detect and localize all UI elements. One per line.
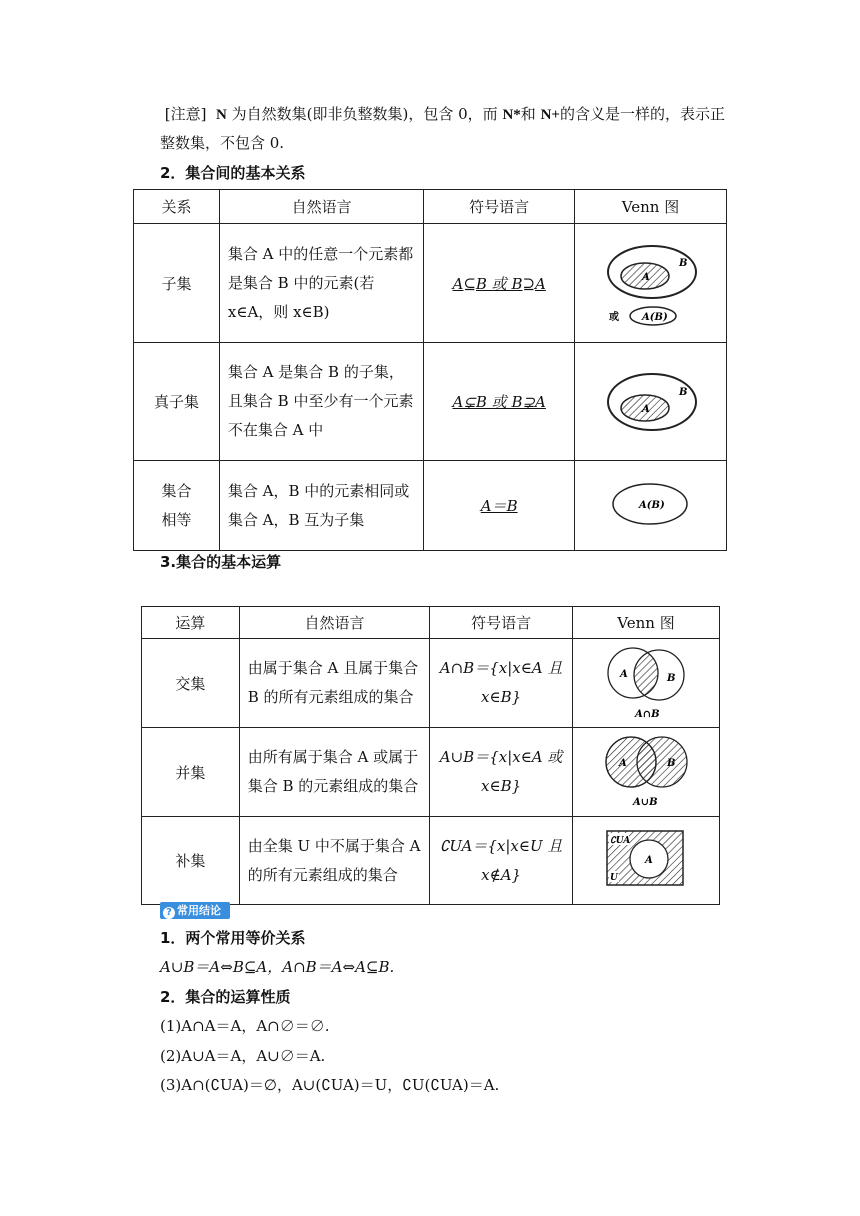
conclusions-tag-label: 常用结论: [177, 904, 221, 917]
header-relation: 关系: [134, 190, 220, 224]
label-a: A: [619, 669, 628, 680]
label-ab: A(B): [639, 499, 666, 511]
item1-heading: 1．两个常用等价关系: [160, 929, 306, 947]
table-row: [142, 728, 720, 817]
label-ab-small: A(B): [642, 312, 669, 323]
label-a: A: [642, 403, 651, 415]
op-cell: 交集: [142, 639, 240, 728]
property-line-1: (1)A∩A＝A，A∩∅＝∅.: [160, 1017, 330, 1035]
header-symbol: 符号语言: [424, 190, 575, 224]
set-b-circle: [637, 737, 687, 787]
property-line-3: (3)A∩(∁UA)＝∅，A∪(∁UA)＝U，∁U(∁UA)＝A.: [160, 1076, 500, 1094]
question-icon: ?: [163, 907, 175, 919]
label-or: 或: [609, 312, 620, 323]
note-nplus: N+: [540, 107, 560, 123]
header-venn: Venn 图: [572, 607, 719, 639]
conclusions-tag: [160, 902, 230, 919]
label-b: B: [679, 386, 688, 398]
table-row: [134, 224, 727, 343]
header-natural: 自然语言: [239, 607, 429, 639]
venn-subset-diagram: [575, 226, 725, 336]
header-natural: 自然语言: [219, 190, 423, 224]
natural-cell: 集合 A 是集合 B 的子集，且集合 B 中至少有一个元素不在集合 A 中: [219, 343, 423, 461]
natural-cell: 由所有属于集合 A 或属于集合 B 的元素组成的集合: [239, 728, 429, 817]
symbol-cell: A⊆B 或 B⊇A: [424, 224, 575, 343]
note-text3: 的含义是一样的，表示正整数集，不包含 0.: [160, 105, 725, 152]
venn-proper-subset-cell: [574, 343, 726, 461]
label-u: U: [609, 872, 618, 883]
label-b: B: [666, 673, 676, 684]
table-header-row: [142, 607, 720, 639]
caption: A∩B: [634, 709, 660, 720]
label-a: A: [644, 854, 653, 866]
table-header-row: [134, 190, 727, 224]
item2-heading: 2．集合的运算性质: [160, 988, 291, 1006]
note-text1: 为自然数集(即非负整数集)，包含 0，而: [226, 105, 503, 123]
note-text2: 和: [520, 105, 541, 123]
relation-cell: 子集: [134, 224, 220, 343]
note-label: [注意]: [164, 105, 207, 123]
natural-cell: 由属于集合 A 且属于集合 B 的所有元素组成的集合: [239, 639, 429, 728]
caption: A∪B: [632, 797, 658, 808]
relations-table: [133, 189, 727, 551]
venn-equal-diagram: [575, 464, 725, 544]
symbol-cell: ∁UA＝{x|x∈U 且 x∉A}: [430, 817, 573, 905]
symbol-cell: A＝B: [424, 461, 575, 551]
header-venn: Venn 图: [574, 190, 726, 224]
header-symbol: 符号语言: [430, 607, 573, 639]
symbol-cell: A∪B＝{x|x∈A 或 x∈B}: [430, 728, 573, 817]
natural-cell: 集合 A，B 中的元素相同或集合 A，B 互为子集: [219, 461, 423, 551]
venn-subset-cell: [574, 224, 726, 343]
operations-table: [141, 606, 720, 905]
label-cua: ∁UA: [609, 835, 631, 846]
relation-cell: 集合相等: [134, 461, 220, 551]
note-n: N: [216, 107, 227, 123]
label-a: A: [642, 272, 651, 283]
item1-text: A∪B＝A⇔B⊆A，A∩B＝A⇔A⊆B.: [160, 958, 395, 976]
table-row: [134, 461, 727, 551]
venn-complement-cell: [572, 817, 719, 905]
table-row: [142, 639, 720, 728]
natural-cell: 由全集 U 中不属于集合 A 的所有元素组成的集合: [239, 817, 429, 905]
op-cell: 补集: [142, 817, 240, 905]
label-b: B: [679, 258, 688, 269]
table-row: [134, 343, 727, 461]
symbol-cell: A⊊B 或 B⊋A: [424, 343, 575, 461]
venn-proper-subset-diagram: [575, 350, 725, 450]
venn-intersection-diagram: [573, 639, 719, 723]
op-cell: 并集: [142, 728, 240, 817]
property-line-2: (2)A∪A＝A，A∪∅＝A.: [160, 1047, 326, 1065]
note-paragraph: [160, 100, 735, 157]
note-nstar: N*: [502, 107, 521, 123]
label-a: A: [618, 758, 627, 769]
venn-equal-cell: [574, 461, 726, 551]
relation-cell: 真子集: [134, 343, 220, 461]
section2-heading: 2．集合间的基本关系: [160, 164, 306, 182]
venn-union-cell: [572, 728, 719, 817]
natural-cell: 集合 A 中的任意一个元素都是集合 B 中的元素(若 x∈A，则 x∈B): [219, 224, 423, 343]
venn-intersection-cell: [572, 639, 719, 728]
symbol-cell: A∩B＝{x|x∈A 且 x∈B}: [430, 639, 573, 728]
table-row: [142, 817, 720, 905]
label-b: B: [666, 758, 676, 769]
venn-complement-diagram: [573, 821, 719, 897]
venn-union-diagram: [573, 728, 719, 812]
section3-heading: 3.集合的基本运算: [160, 553, 282, 571]
header-op: 运算: [142, 607, 240, 639]
